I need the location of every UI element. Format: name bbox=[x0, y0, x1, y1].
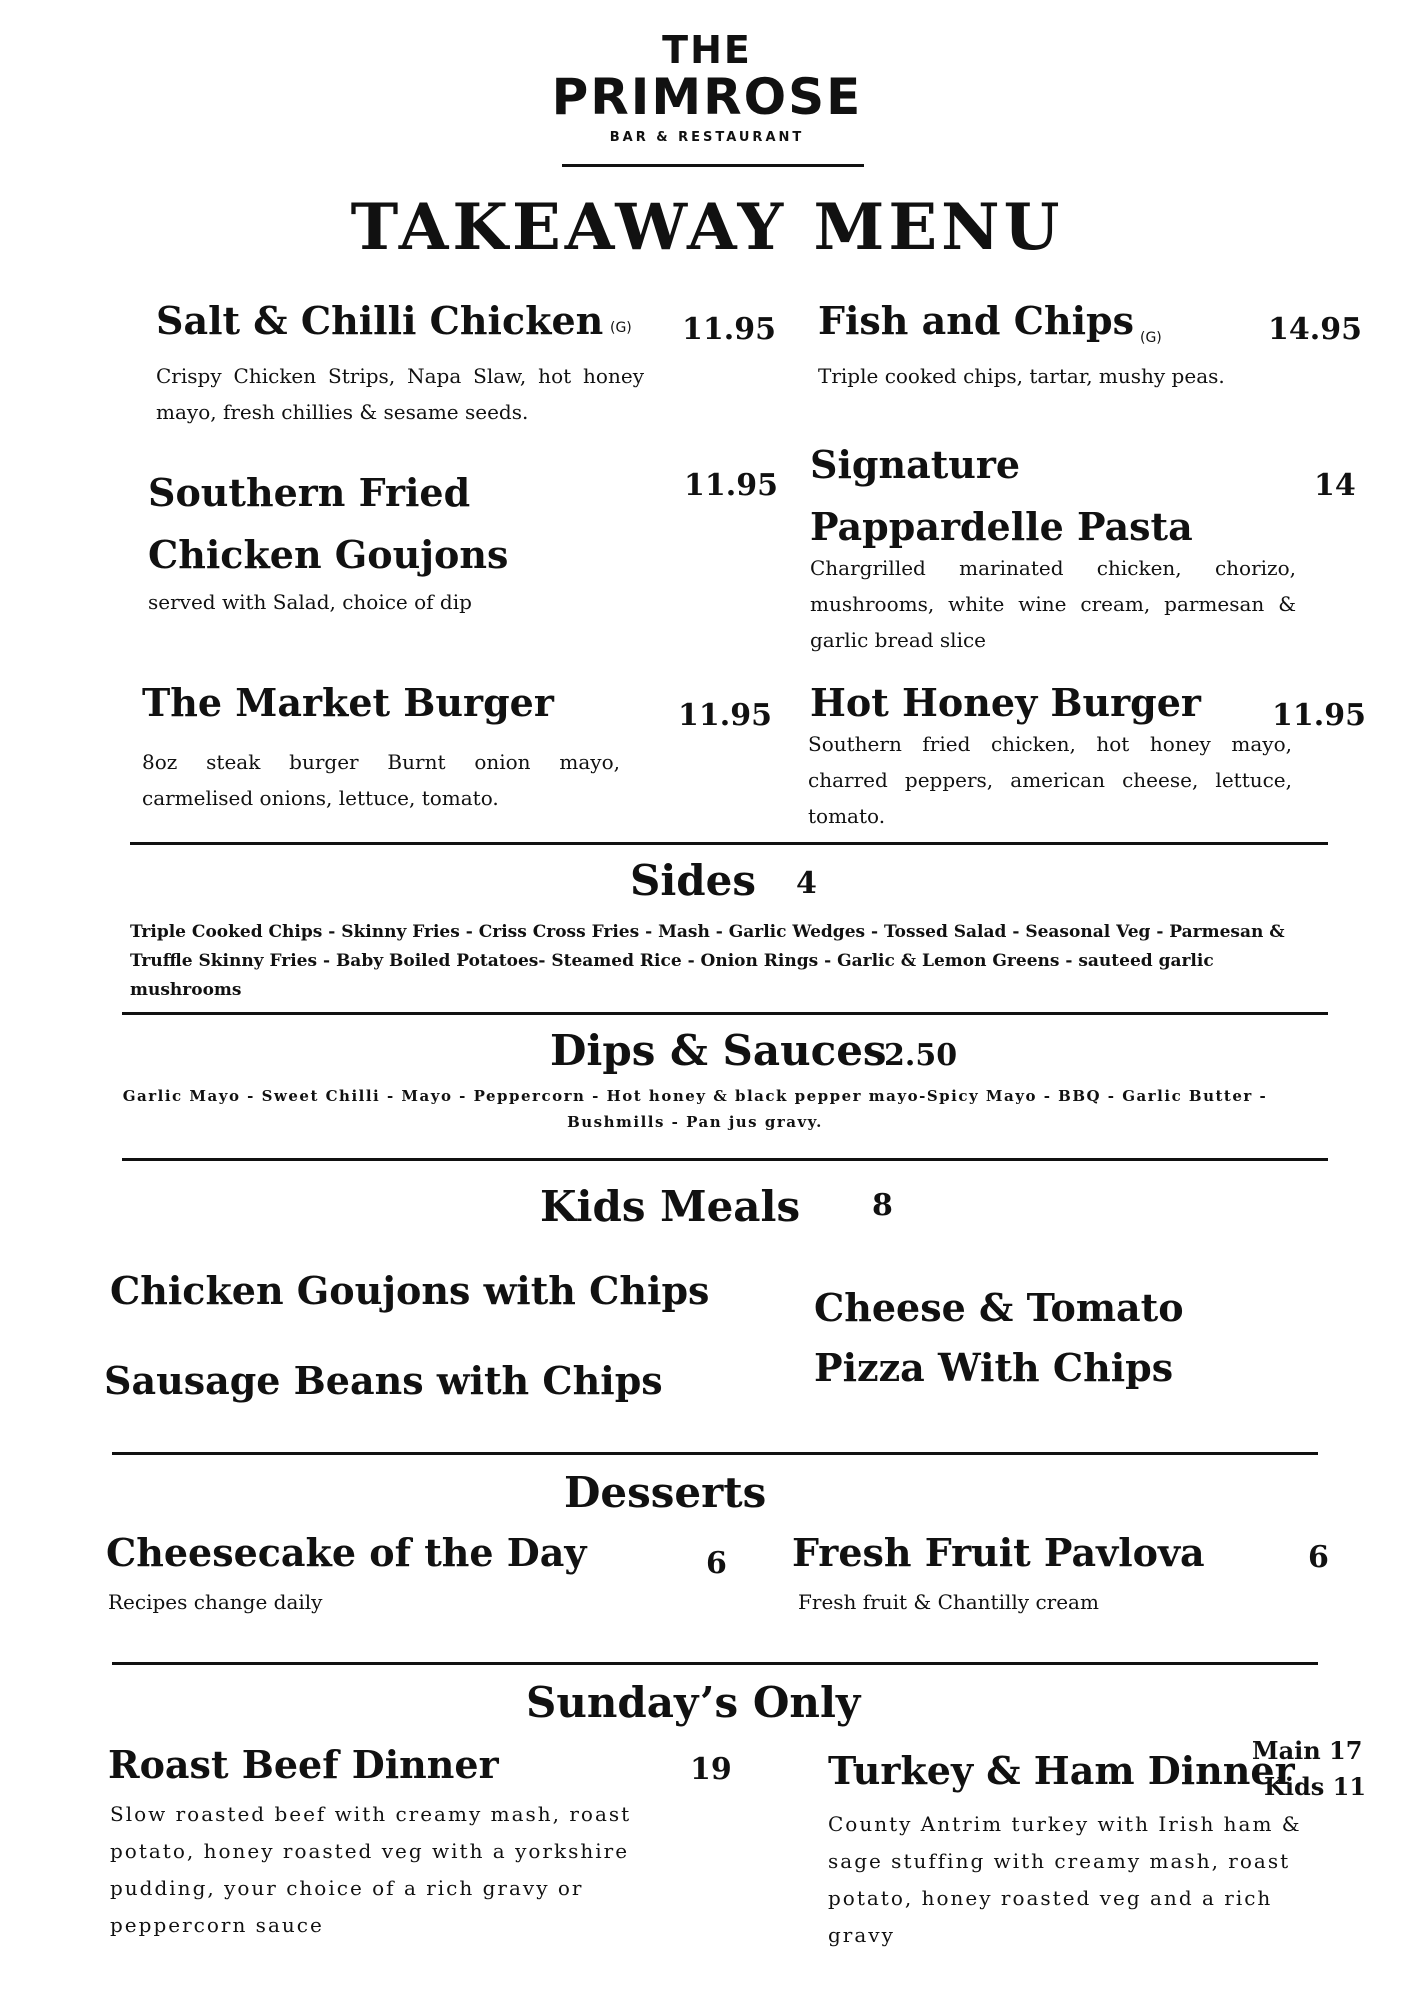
fish-and-chips-tag: (G) bbox=[1140, 330, 1162, 346]
market-burger-name: The Market Burger bbox=[142, 680, 554, 725]
hot-honey-burger-name: Hot Honey Burger bbox=[810, 680, 1201, 725]
kids-meals-price: 8 bbox=[872, 1188, 893, 1223]
sunday-title: Sunday’s Only bbox=[526, 1678, 861, 1727]
roast-beef-description: Slow roasted beef with creamy mash, roast potato, honey roasted veg with a yorkshire pudding, your choice of a rich gravy or peppercorn sauce bbox=[110, 1802, 632, 1937]
pappardelle-pasta-description: Chargrilled marinated chicken, chorizo, mushrooms, white wine cream, parmesan & garlic bread slice bbox=[810, 556, 1296, 652]
sides-title: Sides bbox=[630, 856, 757, 905]
sides-list: Triple Cooked Chips - Skinny Fries - Criss Cross Fries - Mash - Garlic Wedges - Tossed Salad - Seasonal Veg - Parmesan & Truffle Skinny Fries - Baby Boiled Potatoes- Steamed Rice - Onion Rings - Garlic & Lemon Greens - sauteed garlic mushrooms bbox=[130, 922, 1285, 1000]
southern-fried-chicken-name: Southern Fried Chicken Goujons bbox=[148, 470, 509, 577]
brand-subtitle: BAR & RESTAURANT bbox=[609, 130, 805, 145]
turkey-ham-description: County Antrim turkey with Irish ham & sage stuffing with creamy mash, roast potato, honey roasted veg and a rich gravy bbox=[828, 1812, 1302, 1947]
pavlova-description: Fresh fruit & Chantilly cream bbox=[798, 1590, 1099, 1614]
fish-and-chips-name: Fish and Chips bbox=[818, 298, 1134, 343]
dips-title: Dips & Sauces bbox=[550, 1026, 887, 1075]
salt-chilli-chicken-tag: (G) bbox=[610, 320, 632, 336]
dips-list: Garlic Mayo - Sweet Chilli - Mayo - Peppercorn - Hot honey & black pepper mayo-Spicy Mayo - BBQ - Garlic Butter - Bushmills - Pan jus gravy. bbox=[122, 1087, 1268, 1131]
cheesecake-name: Cheesecake of the Day bbox=[106, 1530, 587, 1575]
divider-sides bbox=[122, 1012, 1328, 1015]
pappardelle-pasta-name: Signature Pappardelle Pasta bbox=[810, 442, 1193, 549]
brand-divider bbox=[562, 164, 864, 167]
turkey-ham-price-kids: Kids 11 bbox=[1264, 1772, 1367, 1801]
desserts-title: Desserts bbox=[564, 1468, 767, 1517]
divider-mains bbox=[130, 842, 1328, 845]
roast-beef-price: 19 bbox=[690, 1752, 732, 1787]
fish-and-chips-description: Triple cooked chips, tartar, mushy peas. bbox=[818, 364, 1225, 388]
divider-desserts bbox=[112, 1662, 1318, 1665]
kids-item-sausage-beans: Sausage Beans with Chips bbox=[104, 1358, 663, 1403]
kids-item-cheese-tomato-pizza: Cheese & Tomato Pizza With Chips bbox=[814, 1285, 1184, 1390]
pavlova-name: Fresh Fruit Pavlova bbox=[792, 1530, 1205, 1575]
pavlova-price: 6 bbox=[1308, 1540, 1329, 1575]
divider-kids bbox=[112, 1452, 1318, 1455]
sides-price: 4 bbox=[796, 866, 817, 901]
cheesecake-price: 6 bbox=[706, 1546, 727, 1581]
dips-price: 2.50 bbox=[884, 1038, 958, 1073]
kids-item-chicken-goujons: Chicken Goujons with Chips bbox=[110, 1268, 710, 1313]
turkey-ham-name: Turkey & Ham Dinner bbox=[828, 1748, 1295, 1793]
salt-chilli-chicken-description: Crispy Chicken Strips, Napa Slaw, hot honey mayo, fresh chillies & sesame seeds. bbox=[156, 364, 644, 424]
divider-dips bbox=[122, 1158, 1328, 1161]
fish-and-chips-price: 14.95 bbox=[1268, 312, 1362, 347]
southern-fried-chicken-price: 11.95 bbox=[684, 468, 778, 503]
brand-name: PRIMROSE bbox=[551, 68, 863, 126]
market-burger-price: 11.95 bbox=[678, 698, 772, 733]
menu-title: TAKEAWAY MENU bbox=[350, 190, 1064, 265]
brand-the: THE bbox=[662, 28, 752, 72]
southern-fried-chicken-description: served with Salad, choice of dip bbox=[148, 590, 472, 614]
turkey-ham-price-main: Main 17 bbox=[1252, 1736, 1363, 1765]
kids-meals-title: Kids Meals bbox=[540, 1182, 801, 1231]
salt-chilli-chicken-name: Salt & Chilli Chicken bbox=[156, 298, 604, 343]
market-burger-description: 8oz steak burger Burnt onion mayo, carmelised onions, lettuce, tomato. bbox=[142, 750, 620, 810]
hot-honey-burger-description: Southern fried chicken, hot honey mayo, charred peppers, american cheese, lettuce, tomato. bbox=[808, 732, 1292, 828]
roast-beef-name: Roast Beef Dinner bbox=[108, 1742, 499, 1787]
pappardelle-pasta-price: 14 bbox=[1314, 468, 1356, 503]
hot-honey-burger-price: 11.95 bbox=[1272, 698, 1366, 733]
salt-chilli-chicken-price: 11.95 bbox=[682, 312, 776, 347]
cheesecake-description: Recipes change daily bbox=[108, 1590, 323, 1614]
